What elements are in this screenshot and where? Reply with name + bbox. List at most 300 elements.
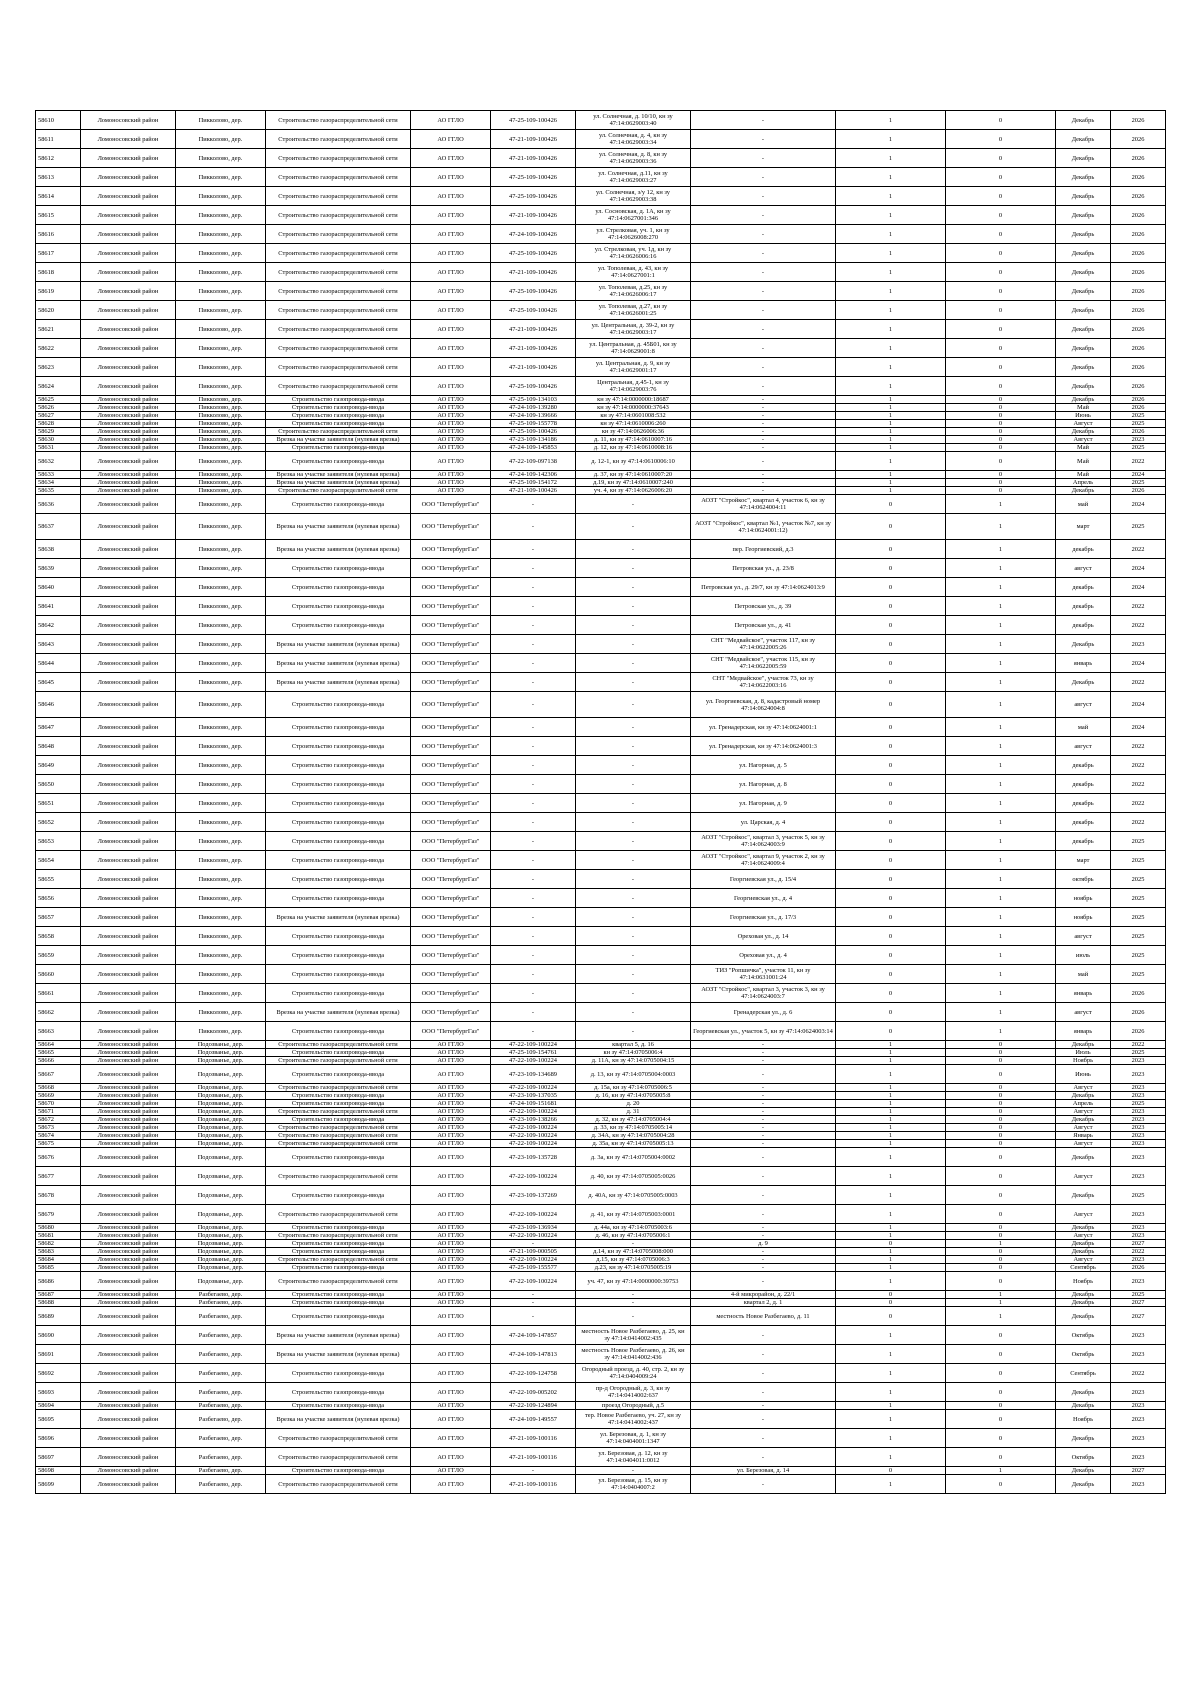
work-type-cell: Врезка на участке заявителя (нулевая врезка)	[266, 540, 411, 559]
row-number: 58642	[36, 616, 81, 635]
work-type-cell: Строительство газопровода-ввода	[266, 420, 411, 428]
alt-address-cell: -	[691, 436, 836, 444]
settlement-cell: Пикколово, дер.	[176, 927, 266, 946]
settlement-cell: Пикколово, дер.	[176, 965, 266, 984]
contract-number-cell: -	[491, 514, 576, 540]
address-cell: д. 20	[576, 1100, 691, 1108]
table-row	[36, 1264, 1166, 1272]
address-cell: -	[576, 1467, 691, 1475]
district-cell: Ломоносовский район	[81, 404, 176, 412]
settlement-cell: Разбегаево, дер.	[176, 1410, 266, 1429]
district-cell: Ломоносовский район	[81, 851, 176, 870]
settlement-cell: Пикколово, дер.	[176, 244, 266, 263]
table-row	[36, 889, 1166, 908]
district-cell: Ломоносовский район	[81, 1402, 176, 1410]
month-cell: декабрь	[1056, 775, 1111, 794]
settlement-cell: Пикколово, дер.	[176, 1003, 266, 1022]
district-cell: Ломоносовский район	[81, 1272, 176, 1291]
row-number: 58690	[36, 1326, 81, 1345]
district-cell: Ломоносовский район	[81, 1264, 176, 1272]
address-cell: -	[576, 832, 691, 851]
work-type-cell: Строительство газопровода-ввода	[266, 559, 411, 578]
work-type-cell: Строительство газопровода-ввода	[266, 1116, 411, 1124]
district-cell: Ломоносовский район	[81, 244, 176, 263]
year-cell: 2026	[1111, 487, 1166, 495]
month-cell: Май	[1056, 471, 1111, 479]
district-cell: Ломоносовский район	[81, 616, 176, 635]
organization-cell: АО ГГЛО	[411, 444, 491, 452]
year-cell: 2023	[1111, 1148, 1166, 1167]
settlement-cell: Пикколово, дер.	[176, 428, 266, 436]
row-number: 58628	[36, 420, 81, 428]
address-cell: д. 37, кн зу 47:14:0610007:20	[576, 471, 691, 479]
flag-a-cell: 1	[836, 320, 946, 339]
alt-address-cell: ул. Гренадерская, кн зу 47:14:0624001:1	[691, 718, 836, 737]
year-cell: 2026	[1111, 984, 1166, 1003]
district-cell: Ломоносовский район	[81, 1299, 176, 1307]
flag-b-cell: 0	[946, 1429, 1056, 1448]
year-cell: 2027	[1111, 1467, 1166, 1475]
work-type-cell: Строительство газораспределительной сети	[266, 263, 411, 282]
month-cell: ноябрь	[1056, 908, 1111, 927]
address-cell: д. 40А, кн зу 47:14:0705005:0003	[576, 1186, 691, 1205]
district-cell: Ломоносовский район	[81, 1022, 176, 1041]
settlement-cell: Подозванье, дер.	[176, 1140, 266, 1148]
address-cell: д.19, кн зу 47:14:0610007:240	[576, 479, 691, 487]
settlement-cell: Разбегаево, дер.	[176, 1402, 266, 1410]
organization-cell: АО ГГЛО	[411, 1264, 491, 1272]
table-row	[36, 1402, 1166, 1410]
address-cell: уч. 47, кн зу 47:14:0000000:39753	[576, 1272, 691, 1291]
month-cell: Декабрь	[1056, 1307, 1111, 1326]
row-number: 58683	[36, 1248, 81, 1256]
alt-address-cell: -	[691, 301, 836, 320]
table-row	[36, 927, 1166, 946]
year-cell: 2025	[1111, 908, 1166, 927]
table-row	[36, 1248, 1166, 1256]
work-type-cell: Строительство газопровода-ввода	[266, 396, 411, 404]
table-row	[36, 737, 1166, 756]
table-row	[36, 225, 1166, 244]
contract-number-cell: 47-24-109-149557	[491, 1410, 576, 1429]
table-row	[36, 1224, 1166, 1232]
flag-a-cell: 1	[836, 282, 946, 301]
flag-b-cell: 1	[946, 794, 1056, 813]
alt-address-cell: ул. Царская, д. 4	[691, 813, 836, 832]
row-number: 58680	[36, 1224, 81, 1232]
alt-address-cell: -	[691, 149, 836, 168]
flag-a-cell: 0	[836, 635, 946, 654]
flag-a-cell: 0	[836, 870, 946, 889]
alt-address-cell: пер. Георгиевский, д.3	[691, 540, 836, 559]
organization-cell: АО ГГЛО	[411, 1167, 491, 1186]
settlement-cell: Подозванье, дер.	[176, 1186, 266, 1205]
flag-a-cell: 1	[836, 1205, 946, 1224]
flag-a-cell: 0	[836, 559, 946, 578]
settlement-cell: Пикколово, дер.	[176, 851, 266, 870]
row-number: 58655	[36, 870, 81, 889]
year-cell: 2022	[1111, 737, 1166, 756]
row-number: 58662	[36, 1003, 81, 1022]
address-cell: -	[576, 718, 691, 737]
flag-a-cell: 1	[836, 1224, 946, 1232]
contract-number-cell: -	[491, 794, 576, 813]
alt-address-cell: Петровская ул., д. 23/8	[691, 559, 836, 578]
month-cell: Декабрь	[1056, 1429, 1111, 1448]
flag-a-cell: 1	[836, 1264, 946, 1272]
row-number: 58663	[36, 1022, 81, 1041]
organization-cell: ООО "ПетербургГаз"	[411, 870, 491, 889]
flag-a-cell: 0	[836, 832, 946, 851]
year-cell: 2023	[1111, 1205, 1166, 1224]
settlement-cell: Пикколово, дер.	[176, 946, 266, 965]
address-cell: ул. Центральная, д. 45Б01, кн зу 47:14:0629001:8	[576, 339, 691, 358]
district-cell: Ломоносовский район	[81, 396, 176, 404]
table-row	[36, 404, 1166, 412]
settlement-cell: Пикколово, дер.	[176, 1022, 266, 1041]
month-cell: Апрель	[1056, 1100, 1111, 1108]
work-type-cell: Строительство газопровода-ввода	[266, 1240, 411, 1248]
flag-a-cell: 0	[836, 756, 946, 775]
address-cell: Огородный проезд, д. 40, стр. 2, кн зу 47:14:0404009:24	[576, 1364, 691, 1383]
alt-address-cell: -	[691, 1065, 836, 1084]
row-number: 58656	[36, 889, 81, 908]
work-type-cell: Строительство газораспределительной сети	[266, 244, 411, 263]
flag-b-cell: 1	[946, 1022, 1056, 1041]
table-row	[36, 471, 1166, 479]
district-cell: Ломоносовский район	[81, 1003, 176, 1022]
district-cell: Ломоносовский район	[81, 420, 176, 428]
address-cell: -	[576, 1240, 691, 1248]
work-type-cell: Строительство газопровода-ввода	[266, 851, 411, 870]
organization-cell: АО ГГЛО	[411, 1232, 491, 1240]
year-cell: 2027	[1111, 1240, 1166, 1248]
work-type-cell: Врезка на участке заявителя (нулевая врезка)	[266, 908, 411, 927]
organization-cell: АО ГГЛО	[411, 1402, 491, 1410]
contract-number-cell: 47-24-109-139280	[491, 404, 576, 412]
address-cell: -	[576, 495, 691, 514]
work-type-cell: Строительство газопровода-ввода	[266, 1065, 411, 1084]
address-cell: кн зу 47:14:0610006:260	[576, 420, 691, 428]
table-row	[36, 452, 1166, 471]
flag-b-cell: 0	[946, 282, 1056, 301]
row-number: 58632	[36, 452, 81, 471]
flag-a-cell: 1	[836, 1108, 946, 1116]
year-cell: 2023	[1111, 436, 1166, 444]
district-cell: Ломоносовский район	[81, 832, 176, 851]
alt-address-cell: квартал 2, д. 1	[691, 1299, 836, 1307]
year-cell: 2022	[1111, 673, 1166, 692]
flag-a-cell: 1	[836, 1345, 946, 1364]
address-cell: Центральная, д.45-1, кн зу 47:14:0629003:76	[576, 377, 691, 396]
year-cell: 2022	[1111, 756, 1166, 775]
flag-a-cell: 0	[836, 889, 946, 908]
settlement-cell: Пикколово, дер.	[176, 692, 266, 718]
settlement-cell: Пикколово, дер.	[176, 597, 266, 616]
district-cell: Ломоносовский район	[81, 320, 176, 339]
table-row	[36, 813, 1166, 832]
contract-number-cell: -	[491, 1291, 576, 1299]
month-cell: Декабрь	[1056, 187, 1111, 206]
flag-b-cell: 0	[946, 225, 1056, 244]
work-type-cell: Строительство газораспределительной сети	[266, 187, 411, 206]
flag-b-cell: 1	[946, 495, 1056, 514]
contract-number-cell: 47-23-109-138266	[491, 1116, 576, 1124]
flag-a-cell: 0	[836, 813, 946, 832]
work-type-cell: Строительство газопровода-ввода	[266, 1186, 411, 1205]
flag-a-cell: 1	[836, 444, 946, 452]
flag-b-cell: 0	[946, 1167, 1056, 1186]
flag-b-cell: 1	[946, 927, 1056, 946]
year-cell: 2026	[1111, 358, 1166, 377]
table-row	[36, 1364, 1166, 1383]
organization-cell: АО ГГЛО	[411, 1116, 491, 1124]
flag-b-cell: 0	[946, 1140, 1056, 1148]
flag-a-cell: 0	[836, 775, 946, 794]
district-cell: Ломоносовский район	[81, 206, 176, 225]
work-type-cell: Врезка на участке заявителя (нулевая врезка)	[266, 514, 411, 540]
address-cell: д. 35а, кн зу 47:14:0705005:13	[576, 1140, 691, 1148]
district-cell: Ломоносовский район	[81, 1148, 176, 1167]
alt-address-cell: -	[691, 1092, 836, 1100]
district-cell: Ломоносовский район	[81, 111, 176, 130]
flag-a-cell: 1	[836, 1124, 946, 1132]
flag-b-cell: 1	[946, 908, 1056, 927]
alt-address-cell: -	[691, 404, 836, 412]
alt-address-cell: -	[691, 444, 836, 452]
alt-address-cell: -	[691, 1167, 836, 1186]
organization-cell: АО ГГЛО	[411, 1108, 491, 1116]
row-number: 58649	[36, 756, 81, 775]
row-number: 58697	[36, 1448, 81, 1467]
settlement-cell: Подозванье, дер.	[176, 1240, 266, 1248]
contract-number-cell: -	[491, 597, 576, 616]
district-cell: Ломоносовский район	[81, 775, 176, 794]
flag-b-cell: 0	[946, 339, 1056, 358]
address-cell: -	[576, 946, 691, 965]
settlement-cell: Подозванье, дер.	[176, 1148, 266, 1167]
organization-cell: АО ГГЛО	[411, 1256, 491, 1264]
year-cell: 2025	[1111, 889, 1166, 908]
alt-address-cell: АОЗТ "Стройкос", квартал №1, участок №7, кн зу 47:14:0624001:12)	[691, 514, 836, 540]
settlement-cell: Пикколово, дер.	[176, 452, 266, 471]
year-cell: 2022	[1111, 616, 1166, 635]
settlement-cell: Пикколово, дер.	[176, 320, 266, 339]
row-number: 58622	[36, 339, 81, 358]
settlement-cell: Пикколово, дер.	[176, 813, 266, 832]
address-cell: кн зу 47:14:0626006:36	[576, 428, 691, 436]
work-type-cell: Строительство газопровода-ввода	[266, 1022, 411, 1041]
address-cell: ул. Солнечная, д.11, кн зу 47:14:0629003:27	[576, 168, 691, 187]
flag-a-cell: 1	[836, 1402, 946, 1410]
work-type-cell: Строительство газораспределительной сети	[266, 225, 411, 244]
settlement-cell: Пикколово, дер.	[176, 479, 266, 487]
settlement-cell: Пикколово, дер.	[176, 339, 266, 358]
flag-b-cell: 0	[946, 479, 1056, 487]
registry-table	[35, 110, 1166, 1494]
organization-cell: ООО "ПетербургГаз"	[411, 832, 491, 851]
table-row	[36, 1100, 1166, 1108]
district-cell: Ломоносовский район	[81, 1467, 176, 1475]
contract-number-cell: -	[491, 756, 576, 775]
address-cell: -	[576, 578, 691, 597]
row-number: 58699	[36, 1475, 81, 1494]
month-cell: Декабрь	[1056, 111, 1111, 130]
year-cell: 2026	[1111, 244, 1166, 263]
year-cell: 2023	[1111, 1132, 1166, 1140]
flag-b-cell: 0	[946, 244, 1056, 263]
alt-address-cell: -	[691, 1084, 836, 1092]
contract-number-cell: 47-21-109-100426	[491, 206, 576, 225]
row-number: 58634	[36, 479, 81, 487]
work-type-cell: Строительство газопровода-ввода	[266, 1364, 411, 1383]
year-cell: 2026	[1111, 168, 1166, 187]
organization-cell: ООО "ПетербургГаз"	[411, 514, 491, 540]
row-number: 58615	[36, 206, 81, 225]
work-type-cell: Строительство газопровода-ввода	[266, 718, 411, 737]
flag-b-cell: 0	[946, 1364, 1056, 1383]
alt-address-cell: -	[691, 1224, 836, 1232]
year-cell: 2023	[1111, 1092, 1166, 1100]
row-number: 58665	[36, 1049, 81, 1057]
row-number: 58612	[36, 149, 81, 168]
organization-cell: АО ГГЛО	[411, 339, 491, 358]
alt-address-cell: СНТ "Медвайское", участок 73, кн зу 47:14:0622003:16	[691, 673, 836, 692]
flag-b-cell: 0	[946, 168, 1056, 187]
work-type-cell: Строительство газораспределительной сети	[266, 1140, 411, 1148]
flag-b-cell: 0	[946, 1116, 1056, 1124]
table-row	[36, 1299, 1166, 1307]
settlement-cell: Разбегаево, дер.	[176, 1475, 266, 1494]
year-cell: 2022	[1111, 1041, 1166, 1049]
organization-cell: АО ГГЛО	[411, 1475, 491, 1494]
settlement-cell: Подозванье, дер.	[176, 1100, 266, 1108]
work-type-cell: Строительство газораспределительной сети	[266, 377, 411, 396]
organization-cell: АО ГГЛО	[411, 1345, 491, 1364]
contract-number-cell: 47-22-109-124758	[491, 1364, 576, 1383]
settlement-cell: Пикколово, дер.	[176, 756, 266, 775]
work-type-cell: Строительство газопровода-ввода	[266, 692, 411, 718]
settlement-cell: Пикколово, дер.	[176, 775, 266, 794]
organization-cell: АО ГГЛО	[411, 1326, 491, 1345]
row-number: 58681	[36, 1232, 81, 1240]
alt-address-cell: -	[691, 130, 836, 149]
row-number: 58664	[36, 1041, 81, 1049]
row-number: 58698	[36, 1467, 81, 1475]
contract-number-cell: 47-22-109-100224	[491, 1205, 576, 1224]
row-number: 58679	[36, 1205, 81, 1224]
month-cell: Декабрь	[1056, 244, 1111, 263]
month-cell: Декабрь	[1056, 282, 1111, 301]
settlement-cell: Пикколово, дер.	[176, 908, 266, 927]
settlement-cell: Подозванье, дер.	[176, 1205, 266, 1224]
flag-b-cell: 0	[946, 1475, 1056, 1494]
year-cell: 2025	[1111, 1100, 1166, 1108]
table-row	[36, 1022, 1166, 1041]
address-cell: -	[576, 851, 691, 870]
contract-number-cell: 47-25-109-134103	[491, 396, 576, 404]
address-cell: -	[576, 984, 691, 1003]
address-cell: ул. Солнечная, д. 8, кн зу 47:14:0629003:36	[576, 149, 691, 168]
row-number: 58619	[36, 282, 81, 301]
alt-address-cell: АОЗТ "Стройкос", квартал 4, участок 6, кн зу 47:14:0624004:11	[691, 495, 836, 514]
organization-cell: ООО "ПетербургГаз"	[411, 654, 491, 673]
flag-b-cell: 0	[946, 1256, 1056, 1264]
contract-number-cell: 47-21-109-000505	[491, 1248, 576, 1256]
address-cell: ул. Березовая, д. 12, кн зу 47:14:0404011:0012	[576, 1448, 691, 1467]
district-cell: Ломоносовский район	[81, 1448, 176, 1467]
contract-number-cell: -	[491, 889, 576, 908]
year-cell: 2023	[1111, 1108, 1166, 1116]
table-row	[36, 870, 1166, 889]
organization-cell: ООО "ПетербургГаз"	[411, 908, 491, 927]
settlement-cell: Пикколово, дер.	[176, 130, 266, 149]
alt-address-cell: -	[691, 1124, 836, 1132]
contract-number-cell: 47-23-109-135728	[491, 1148, 576, 1167]
address-cell: -	[576, 616, 691, 635]
alt-address-cell: -	[691, 1186, 836, 1205]
alt-address-cell: -	[691, 396, 836, 404]
table-row	[36, 1186, 1166, 1205]
row-number: 58694	[36, 1402, 81, 1410]
flag-a-cell: 1	[836, 1116, 946, 1124]
alt-address-cell: -	[691, 1429, 836, 1448]
table-row	[36, 436, 1166, 444]
address-cell: д. 32, кн зу 47:14:0705004:4	[576, 1116, 691, 1124]
settlement-cell: Пикколово, дер.	[176, 412, 266, 420]
organization-cell: ООО "ПетербургГаз"	[411, 1022, 491, 1041]
district-cell: Ломоносовский район	[81, 654, 176, 673]
address-cell: проезд Огородный, д.5	[576, 1402, 691, 1410]
contract-number-cell: 47-24-109-145853	[491, 444, 576, 452]
year-cell: 2024	[1111, 718, 1166, 737]
year-cell: 2024	[1111, 578, 1166, 597]
alt-address-cell: Георгиевская ул., участок 5, кн зу 47:14:0624003:14	[691, 1022, 836, 1041]
alt-address-cell: -	[691, 1402, 836, 1410]
month-cell: январь	[1056, 654, 1111, 673]
address-cell: д. 33, кн зу 47:14:0705005:14	[576, 1124, 691, 1132]
row-number: 58660	[36, 965, 81, 984]
flag-b-cell: 0	[946, 1224, 1056, 1232]
work-type-cell: Строительство газопровода-ввода	[266, 452, 411, 471]
work-type-cell: Строительство газопровода-ввода	[266, 1467, 411, 1475]
flag-a-cell: 0	[836, 692, 946, 718]
address-cell: -	[576, 1291, 691, 1299]
flag-a-cell: 1	[836, 1057, 946, 1065]
organization-cell: ООО "ПетербургГаз"	[411, 718, 491, 737]
district-cell: Ломоносовский район	[81, 1167, 176, 1186]
organization-cell: АО ГГЛО	[411, 320, 491, 339]
work-type-cell: Строительство газораспределительной сети	[266, 1124, 411, 1132]
work-type-cell: Строительство газораспределительной сети	[266, 1205, 411, 1224]
flag-b-cell: 0	[946, 263, 1056, 282]
flag-a-cell: 1	[836, 1364, 946, 1383]
work-type-cell: Строительство газопровода-ввода	[266, 495, 411, 514]
year-cell: 2023	[1111, 1448, 1166, 1467]
alt-address-cell: -	[691, 339, 836, 358]
flag-b-cell: 0	[946, 1326, 1056, 1345]
year-cell: 2023	[1111, 1124, 1166, 1132]
alt-address-cell: -	[691, 358, 836, 377]
organization-cell: ООО "ПетербургГаз"	[411, 559, 491, 578]
table-row	[36, 1124, 1166, 1132]
year-cell: 2025	[1111, 851, 1166, 870]
contract-number-cell: 47-21-109-100426	[491, 130, 576, 149]
flag-b-cell: 0	[946, 187, 1056, 206]
district-cell: Ломоносовский район	[81, 225, 176, 244]
work-type-cell: Строительство газопровода-ввода	[266, 1291, 411, 1299]
organization-cell: АО ГГЛО	[411, 452, 491, 471]
